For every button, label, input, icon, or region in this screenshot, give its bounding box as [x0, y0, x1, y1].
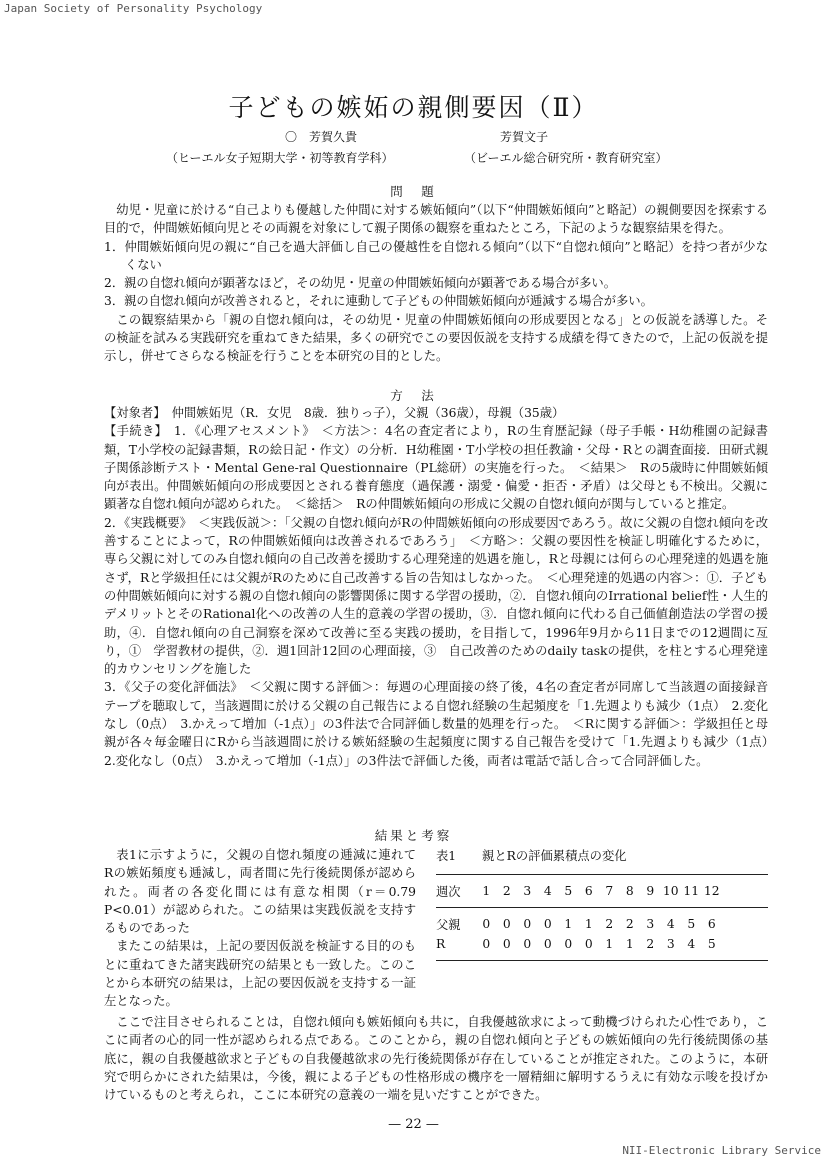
value-cell: 2	[646, 937, 655, 951]
week-cell: 10	[662, 884, 679, 898]
week-cell: 9	[646, 884, 655, 898]
value-cell: 5	[687, 917, 696, 931]
problem-intro: 幼児・児童に於ける“自己よりも優越した仲間に対する嫉妬傾向”（以下“仲間嫉妬傾向”と略記）の親側要因を探索する目的で，仲間嫉妬傾向児とその両親を対象にして親子関係の観察を重ねたところ，下記のような観察結果を得た。	[104, 203, 768, 236]
value-cell: 1	[625, 937, 634, 951]
affiliation-2: （ビーエル総合研究所・教育研究室）	[464, 151, 668, 165]
value-cell: 0	[502, 937, 511, 951]
problem-item-2: 2．親の自惚れ傾向が顕著なほど，その幼児・児童の仲間嫉妬傾向が顕著である場合が多い。	[104, 276, 616, 291]
value-cell: 4	[666, 917, 675, 931]
results-left-column	[104, 846, 416, 1011]
value-cell: 0	[543, 937, 552, 951]
affiliation-1: （ヒーエル女子短期大学・初等教育学科）	[166, 151, 394, 165]
value-cell: 0	[564, 937, 573, 951]
results-paragraph-2: またこの結果は，上記の要因仮説を検証する目的のもとに重ねてきた諸実践研究の結果とも一致した。このことから本研究の結果は，上記の要因仮説を支持する一証左となった。	[104, 939, 416, 1009]
table-rule-mid	[436, 907, 768, 908]
problem-item-3: 3．親の自惚れ傾向が改善されると，それに連動して子どもの仲間嫉妬傾向が逓減する場合が多い。	[104, 294, 653, 309]
page-number: — 22 —	[388, 1117, 439, 1132]
value-cell: 0	[502, 917, 511, 931]
value-cell: 1	[564, 917, 573, 931]
section-heading-problem: 問 題	[390, 184, 437, 199]
week-cell: 3	[523, 884, 532, 898]
week-cell: 5	[564, 884, 573, 898]
week-cell: 8	[625, 884, 634, 898]
value-cell: 6	[707, 917, 716, 931]
conclusion-paragraph: ここで注目させられることは，自惚れ傾向も嫉妬傾向も共に，自我優越欲求によって動機づけられた心性であり，ここに両者の心的同一性が認められる点である。このことから，親の自惚れ傾向と子どもの嫉妬傾向の先行後続関係の基底に，親の自我優越欲求と子どもの自我優越欲求の先行後続関係が存在していることが推定された。このように，本研究で明らかにされた結果は，今後，親による子どもの性格形成の機序を一層精細に解明するうえに有効な示唆を投げかけているものと考えられ，ここに本研究の意義の一端を見いだすことができた。	[104, 1015, 768, 1103]
table-caption-number: 表1	[436, 849, 457, 863]
method-procedure-2: 2．《実践概要》 ＜実践仮説＞：「父親の自惚れ傾向がRの仲間嫉妬傾向の形成要因であろう。故に父親の自惚れ傾向を改善することによって，Rの仲間嫉妬傾向は改善されるであろう」 ＜方略＞：父親の要因性を検証し明確化するために，専ら父親に対してのみ自惚れ傾向の自己改善を援助する心理発達的処遇を施し，Rと母親には何らの心理発達的処遇を施さず，Rと学級担任には父親がRのために自己改善する旨の告知はしなかった。 ＜心理発達的処遇の内容＞：①．子どもの仲間嫉妬傾向に対する親の自惚れ傾向の影響関係に関する学習の援助，②．自惚れ傾向のIrrational belief性・人生的デメリットとそのRational化への改善の人生的意義の学習の援助，③．自惚れ傾向に代わる自己価値創造法の学習の援助，④．自惚れ傾向の自己洞察を深めて改善に至る実践の援助，を目指して，1996年9月から11日までの12週間に亙り，① 学習教材の提供，②．週1回計12回の心理面接，③ 自己改善のためのdaily taskの提供，を柱とする心理発達的カウンセリングを施した	[104, 515, 768, 677]
author-2: 芳賀文子	[500, 130, 549, 144]
method-subject: 【対象者】 仲間嫉妬児（R．女児 8歳．独りっ子），父親（36歳），母親（35歳）	[104, 406, 565, 420]
value-cell: 0	[523, 917, 532, 931]
method-procedure-1: 【手続き】 1．《心理アセスメント》 ＜方法＞：4名の査定者により，Rの生育歴記録（母子手帳・H幼稚園の記録書類，T小学校の記録書類，Rの絵日記・作文）の分析．H幼稚園・T小学校の担任教諭・父母・Rとの調査面接．田研式親子関係診断テスト・Mental Gene-ral Questionnaire（PL総研）の実施を行った。 ＜結果＞ Rの5歳時に仲間嫉妬傾向が表出。仲間嫉妬傾向の形成要因とされる養育態度（過保護・溺愛・偏愛・拒否・矛盾）は父母とも不検出。父親に顕著な自惚れ傾向が認められた。 ＜総括＞ Rの仲間嫉妬傾向の形成に父親の自惚れ傾向が関与していると推定。	[104, 424, 768, 512]
value-cell: 2	[625, 917, 634, 931]
section-heading-method: 方 法	[390, 388, 437, 403]
method-procedure-3: 3．《父子の変化評価法》 ＜父親に関する評価＞：毎週の心理面接の終了後，4名の査定者が同席して当該週の面接録音テープを聴取して，当該週間に於ける父親の自己報告による自惚れ経験の生起頻度を「1.先週よりも減少（1点） 2.変化なし（0点） 3.かえって増加（-1点）」の3件法で合同評価し数量的処理を行った。 ＜Rに関する評価＞：学級担任と母親が各々毎金曜日にRから当該週間に於ける嫉妬経験の生起頻度に関する自己報告を受けて「1.先週よりも減少（1点） 2.変化なし（0点） 3.かえって増加（-1点）」の3件法で評価した後，両者は電話で話し合って合同評価した。	[104, 680, 781, 768]
week-cell: 11	[683, 884, 700, 898]
value-cell: 0	[584, 937, 593, 951]
row-label: R	[436, 937, 446, 951]
site-footer: NII-Electronic Library Service	[622, 1144, 821, 1157]
value-cell: 3	[666, 937, 675, 951]
value-cell: 1	[605, 937, 614, 951]
value-cell: 5	[707, 937, 716, 951]
week-cell: 1	[482, 884, 491, 898]
week-cell: 12	[703, 884, 720, 898]
week-cell: 6	[584, 884, 593, 898]
value-cell: 0	[482, 937, 491, 951]
value-cell: 1	[584, 917, 593, 931]
table-header-label: 週次	[436, 885, 461, 899]
table-rule-top	[436, 874, 768, 875]
week-cell: 7	[605, 884, 614, 898]
table-header-row	[436, 881, 768, 901]
problem-section	[104, 201, 768, 366]
table-rule-bottom	[436, 960, 768, 961]
section-heading-results: 結果と考察	[374, 828, 453, 843]
value-cell: 0	[543, 917, 552, 931]
table-1	[436, 846, 768, 967]
value-cell: 4	[687, 937, 696, 951]
table-caption	[436, 846, 768, 868]
week-cell: 4	[543, 884, 552, 898]
problem-item-1: 1．仲間嫉妬傾向児の親に“自己を過大評価し自己の優越性を自惚れる傾向”（以下“自惚れ傾向”と略記）を持つ者が少なくない	[104, 239, 768, 272]
author-1: 〇 芳賀久貴	[285, 130, 358, 144]
value-cell: 0	[523, 937, 532, 951]
paper-title: 子どもの嫉妬の親側要因（Ⅱ）	[228, 93, 599, 122]
value-cell: 3	[646, 917, 655, 931]
problem-purpose: この観察結果から「親の自惚れ傾向は，その幼児・児童の仲間嫉妬傾向の形成要因となる」との仮説を誘導した。その検証を試みる実践研究を重ねてきた結果，多くの研究でこの要因仮説を支持する成績を得てきたので，上記の仮説を提示し，併せてさらなる検証を行うことを本研究の目的とした。	[104, 312, 768, 364]
conclusion-section	[104, 1013, 768, 1104]
method-section	[104, 404, 781, 770]
value-cell: 2	[605, 917, 614, 931]
week-cell: 2	[502, 884, 511, 898]
value-cell: 0	[482, 917, 491, 931]
row-label: 父親	[436, 918, 461, 932]
table-row-father	[436, 914, 768, 934]
table-caption-text: 親とRの評価累積点の変化	[482, 849, 627, 863]
results-paragraph-1: 表1に示すように，父親の自惚れ頻度の逓減に連れてRの嫉妬頻度も逓減し，両者間に先行後続関係が認められた。両者の各変化間には有意な相関（r＝0.79 P<0.01）が認められた。この結果は実践仮説を支持するものであった	[104, 848, 416, 936]
table-row-r	[436, 934, 768, 954]
site-header: Japan Society of Personality Psychology	[4, 2, 263, 15]
